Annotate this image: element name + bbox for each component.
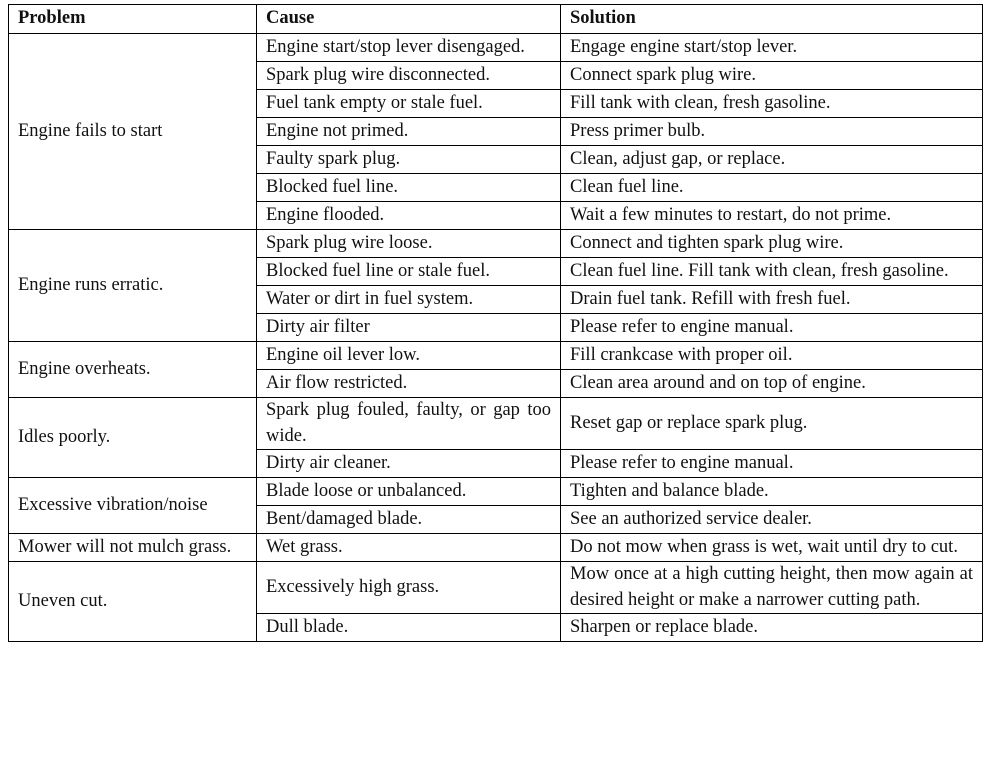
solution-cell: Tighten and balance blade. [561,478,983,506]
solution-cell: Press primer bulb. [561,118,983,146]
solution-cell: Wait a few minutes to restart, do not prime. [561,202,983,230]
cause-cell: Engine oil lever low. [257,342,561,370]
cause-cell: Dirty air filter [257,314,561,342]
table-row [9,34,983,62]
cause-cell: Spark plug fouled, faulty, or gap too wide. [257,398,561,450]
solution-cell: See an authorized service dealer. [561,506,983,534]
solution-cell: Clean area around and on top of engine. [561,370,983,398]
solution-cell: Clean, adjust gap, or replace. [561,146,983,174]
cause-cell: Excessively high grass. [257,562,561,614]
cause-cell: Blade loose or unbalanced. [257,478,561,506]
cause-cell: Blocked fuel line. [257,174,561,202]
cause-cell: Spark plug wire disconnected. [257,62,561,90]
cause-cell: Engine not primed. [257,118,561,146]
solution-cell: Sharpen or replace blade. [561,614,983,642]
cause-cell: Fuel tank empty or stale fuel. [257,90,561,118]
cause-cell: Water or dirt in fuel system. [257,286,561,314]
solution-cell: Clean fuel line. Fill tank with clean, fresh gasoline. [561,258,983,286]
problem-cell: Idles poorly. [9,398,257,478]
cause-cell: Air flow restricted. [257,370,561,398]
solution-cell: Clean fuel line. [561,174,983,202]
cause-cell: Wet grass. [257,534,561,562]
problem-cell: Excessive vibration/noise [9,478,257,534]
header-solution: Solution [561,5,983,34]
cause-cell: Spark plug wire loose. [257,230,561,258]
table-row [9,342,983,370]
solution-cell: Reset gap or replace spark plug. [561,398,983,450]
header-cause: Cause [257,5,561,34]
cause-cell: Dull blade. [257,614,561,642]
solution-cell: Connect and tighten spark plug wire. [561,230,983,258]
solution-cell: Mow once at a high cutting height, then mow again at desired height or make a narrower cutting path. [561,562,983,614]
table-row [9,562,983,614]
problem-cell: Engine runs erratic. [9,230,257,342]
header-problem: Problem [9,5,257,34]
table-row [9,478,983,506]
table-row [9,230,983,258]
problem-cell: Uneven cut. [9,562,257,642]
table-row [9,398,983,450]
cause-cell: Engine start/stop lever disengaged. [257,34,561,62]
problem-cell: Engine overheats. [9,342,257,398]
table-body [9,34,983,642]
troubleshooting-table [8,4,983,642]
cause-cell: Bent/damaged blade. [257,506,561,534]
problem-cell: Engine fails to start [9,34,257,230]
cause-cell: Engine flooded. [257,202,561,230]
solution-cell: Drain fuel tank. Refill with fresh fuel. [561,286,983,314]
solution-cell: Connect spark plug wire. [561,62,983,90]
solution-cell: Engage engine start/stop lever. [561,34,983,62]
problem-cell: Mower will not mulch grass. [9,534,257,562]
cause-cell: Dirty air cleaner. [257,450,561,478]
cause-cell: Blocked fuel line or stale fuel. [257,258,561,286]
solution-cell: Fill tank with clean, fresh gasoline. [561,90,983,118]
solution-cell: Do not mow when grass is wet, wait until dry to cut. [561,534,983,562]
solution-cell: Please refer to engine manual. [561,450,983,478]
cause-cell: Faulty spark plug. [257,146,561,174]
table-row [9,534,983,562]
solution-cell: Please refer to engine manual. [561,314,983,342]
header-row [9,5,983,34]
solution-cell: Fill crankcase with proper oil. [561,342,983,370]
